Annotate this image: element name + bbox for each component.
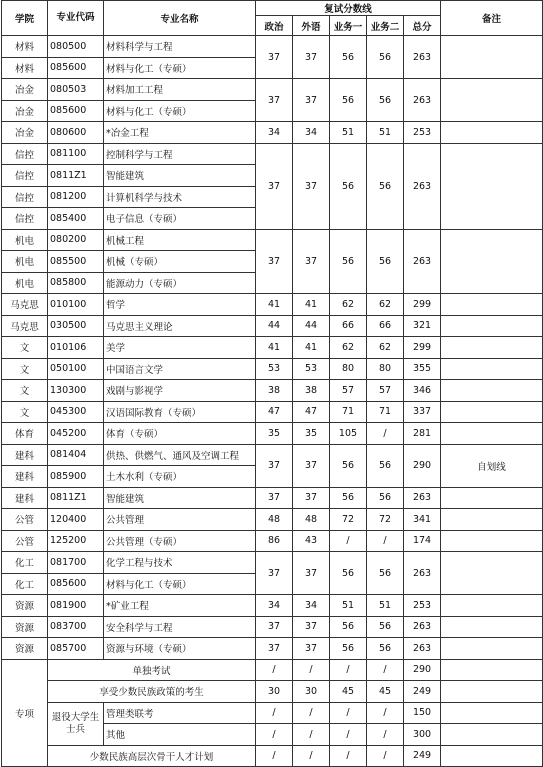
course2-score-cell: 66 bbox=[367, 315, 404, 337]
college-cell: 机电 bbox=[2, 251, 48, 273]
politics-score-cell: 34 bbox=[256, 122, 293, 144]
course2-score-cell: / bbox=[367, 530, 404, 552]
major-name-cell: 中国语言文学 bbox=[104, 358, 256, 380]
major-name-cell: 马克思主义理论 bbox=[104, 315, 256, 337]
course1-score-cell: 56 bbox=[330, 444, 367, 487]
total-score-cell: 253 bbox=[404, 595, 441, 617]
course2-score-cell: 56 bbox=[367, 552, 404, 595]
total-score-cell: 263 bbox=[404, 143, 441, 229]
major-name-cell: 美学 bbox=[104, 337, 256, 359]
special-name-cell: 享受少数民族政策的考生 bbox=[48, 681, 256, 703]
major-name-cell: 智能建筑 bbox=[104, 165, 256, 187]
politics-score-cell: 44 bbox=[256, 315, 293, 337]
table-row bbox=[2, 36, 543, 58]
major-code-cell: 080600 bbox=[48, 122, 104, 144]
course1-score-cell: 71 bbox=[330, 401, 367, 423]
table-row bbox=[2, 337, 543, 359]
course1-score-cell: 105 bbox=[330, 423, 367, 445]
course2-score-cell: / bbox=[367, 724, 404, 746]
total-score-cell: 263 bbox=[404, 638, 441, 660]
note-cell bbox=[441, 337, 543, 359]
politics-score-cell: 86 bbox=[256, 530, 293, 552]
college-cell: 文 bbox=[2, 380, 48, 402]
major-name-cell: 安全科学与工程 bbox=[104, 616, 256, 638]
note-cell bbox=[441, 315, 543, 337]
course1-score-cell: 56 bbox=[330, 616, 367, 638]
college-cell: 文 bbox=[2, 401, 48, 423]
major-name-cell: 供热、供燃气、通风及空调工程 bbox=[104, 444, 256, 466]
major-name-cell: 戏剧与影视学 bbox=[104, 380, 256, 402]
note-cell bbox=[441, 122, 543, 144]
major-code-cell: 125200 bbox=[48, 530, 104, 552]
major-code-cell: 045300 bbox=[48, 401, 104, 423]
major-code-cell: 080503 bbox=[48, 79, 104, 101]
note-cell bbox=[441, 530, 543, 552]
major-name-cell: 化学工程与技术 bbox=[104, 552, 256, 574]
foreign-score-cell: 37 bbox=[293, 552, 330, 595]
college-cell: 资源 bbox=[2, 638, 48, 660]
table-row bbox=[2, 143, 543, 165]
major-code-cell: 085600 bbox=[48, 100, 104, 122]
table-row bbox=[2, 509, 543, 531]
foreign-score-cell: 47 bbox=[293, 401, 330, 423]
course2-score-cell: 51 bbox=[367, 595, 404, 617]
course2-score-cell: 80 bbox=[367, 358, 404, 380]
politics-score-cell: 41 bbox=[256, 294, 293, 316]
major-code-cell: 120400 bbox=[48, 509, 104, 531]
college-cell: 公管 bbox=[2, 509, 48, 531]
table-row bbox=[2, 616, 543, 638]
note-cell bbox=[441, 681, 543, 703]
note-cell bbox=[441, 638, 543, 660]
foreign-score-cell: 34 bbox=[293, 122, 330, 144]
major-code-cell: 080500 bbox=[48, 36, 104, 58]
total-score-cell: 341 bbox=[404, 509, 441, 531]
total-score-cell: 281 bbox=[404, 423, 441, 445]
course2-score-cell: 51 bbox=[367, 122, 404, 144]
college-cell: 建科 bbox=[2, 466, 48, 488]
college-cell: 冶金 bbox=[2, 100, 48, 122]
politics-score-cell: 34 bbox=[256, 595, 293, 617]
major-name-cell: 材料加工工程 bbox=[104, 79, 256, 101]
foreign-score-cell: / bbox=[293, 659, 330, 681]
special-name-cell: 单独考试 bbox=[48, 659, 256, 681]
table-row bbox=[2, 552, 543, 574]
major-code-cell: 085800 bbox=[48, 272, 104, 294]
note-cell bbox=[441, 595, 543, 617]
total-score-cell: 337 bbox=[404, 401, 441, 423]
course1-score-cell: 56 bbox=[330, 552, 367, 595]
major-code-cell: 0811Z1 bbox=[48, 487, 104, 509]
special-name-cell: 其他 bbox=[104, 724, 256, 746]
header-course1: 业务一 bbox=[330, 16, 367, 36]
politics-score-cell: 37 bbox=[256, 616, 293, 638]
course2-score-cell: 56 bbox=[367, 229, 404, 294]
major-code-cell: 130300 bbox=[48, 380, 104, 402]
total-score-cell: 263 bbox=[404, 487, 441, 509]
note-cell bbox=[441, 79, 543, 122]
course2-score-cell: 56 bbox=[367, 487, 404, 509]
note-cell bbox=[441, 423, 543, 445]
note-cell bbox=[441, 702, 543, 724]
foreign-score-cell: / bbox=[293, 702, 330, 724]
major-name-cell: 机械工程 bbox=[104, 229, 256, 251]
course1-score-cell: 56 bbox=[330, 229, 367, 294]
course2-score-cell: / bbox=[367, 659, 404, 681]
header-note: 备注 bbox=[441, 1, 543, 36]
major-name-cell: 材料与化工（专硕） bbox=[104, 573, 256, 595]
major-name-cell: 公共管理 bbox=[104, 509, 256, 531]
college-cell: 化工 bbox=[2, 552, 48, 574]
header-major-name: 专业名称 bbox=[104, 1, 256, 36]
total-score-cell: 299 bbox=[404, 337, 441, 359]
college-cell: 马克思 bbox=[2, 315, 48, 337]
major-code-cell: 081100 bbox=[48, 143, 104, 165]
note-cell bbox=[441, 229, 543, 294]
major-code-cell: 010106 bbox=[48, 337, 104, 359]
foreign-score-cell: 37 bbox=[293, 229, 330, 294]
major-code-cell: 081404 bbox=[48, 444, 104, 466]
major-code-cell: 081700 bbox=[48, 552, 104, 574]
course1-score-cell: / bbox=[330, 702, 367, 724]
note-cell bbox=[441, 724, 543, 746]
table-row bbox=[2, 79, 543, 101]
major-name-cell: *矿业工程 bbox=[104, 595, 256, 617]
major-code-cell: 080200 bbox=[48, 229, 104, 251]
politics-score-cell: 37 bbox=[256, 79, 293, 122]
total-score-cell: 263 bbox=[404, 36, 441, 79]
major-code-cell: 085400 bbox=[48, 208, 104, 230]
total-score-cell: 290 bbox=[404, 444, 441, 487]
major-code-cell: 085500 bbox=[48, 251, 104, 273]
course1-score-cell: 80 bbox=[330, 358, 367, 380]
header-politics: 政治 bbox=[256, 16, 293, 36]
course1-score-cell: 51 bbox=[330, 595, 367, 617]
politics-score-cell: 37 bbox=[256, 552, 293, 595]
course1-score-cell: 57 bbox=[330, 380, 367, 402]
politics-score-cell: 37 bbox=[256, 487, 293, 509]
major-name-cell: 汉语国际教育（专硕） bbox=[104, 401, 256, 423]
politics-score-cell: 37 bbox=[256, 36, 293, 79]
course1-score-cell: 62 bbox=[330, 337, 367, 359]
politics-score-cell: 30 bbox=[256, 681, 293, 703]
course1-score-cell: / bbox=[330, 530, 367, 552]
politics-score-cell: 38 bbox=[256, 380, 293, 402]
course2-score-cell: 62 bbox=[367, 294, 404, 316]
politics-score-cell: / bbox=[256, 659, 293, 681]
special-name-cell: 管理类联考 bbox=[104, 702, 256, 724]
college-cell: 冶金 bbox=[2, 79, 48, 101]
course1-score-cell: 66 bbox=[330, 315, 367, 337]
major-name-cell: 材料科学与工程 bbox=[104, 36, 256, 58]
foreign-score-cell: / bbox=[293, 724, 330, 746]
total-score-cell: 263 bbox=[404, 79, 441, 122]
college-cell: 材料 bbox=[2, 36, 48, 58]
politics-score-cell: 53 bbox=[256, 358, 293, 380]
course2-score-cell: 71 bbox=[367, 401, 404, 423]
note-cell bbox=[441, 552, 543, 595]
major-name-cell: 土木水利（专硕） bbox=[104, 466, 256, 488]
foreign-score-cell: 44 bbox=[293, 315, 330, 337]
table-row bbox=[2, 444, 543, 466]
college-cell: 信控 bbox=[2, 186, 48, 208]
course2-score-cell: 56 bbox=[367, 616, 404, 638]
course1-score-cell: 56 bbox=[330, 79, 367, 122]
header-course2: 业务二 bbox=[367, 16, 404, 36]
politics-score-cell: / bbox=[256, 745, 293, 767]
note-cell bbox=[441, 36, 543, 79]
note-cell bbox=[441, 358, 543, 380]
course2-score-cell: 56 bbox=[367, 444, 404, 487]
foreign-score-cell: 43 bbox=[293, 530, 330, 552]
note-cell bbox=[441, 616, 543, 638]
major-code-cell: 030500 bbox=[48, 315, 104, 337]
total-score-cell: 174 bbox=[404, 530, 441, 552]
total-score-cell: 263 bbox=[404, 229, 441, 294]
foreign-score-cell: 37 bbox=[293, 638, 330, 660]
note-cell bbox=[441, 659, 543, 681]
table-row bbox=[2, 315, 543, 337]
total-score-cell: 263 bbox=[404, 552, 441, 595]
college-cell: 信控 bbox=[2, 165, 48, 187]
total-score-cell: 346 bbox=[404, 380, 441, 402]
foreign-score-cell: 37 bbox=[293, 143, 330, 229]
foreign-score-cell: 37 bbox=[293, 79, 330, 122]
header-score-group: 复试分数线 bbox=[256, 1, 441, 16]
course1-score-cell: 56 bbox=[330, 638, 367, 660]
table-row bbox=[2, 638, 543, 660]
major-code-cell: 085600 bbox=[48, 573, 104, 595]
course1-score-cell: 56 bbox=[330, 36, 367, 79]
politics-score-cell: 48 bbox=[256, 509, 293, 531]
politics-score-cell: 37 bbox=[256, 444, 293, 487]
major-name-cell: 电子信息（专硕） bbox=[104, 208, 256, 230]
major-code-cell: 0811Z1 bbox=[48, 165, 104, 187]
college-cell: 公管 bbox=[2, 530, 48, 552]
foreign-score-cell: 37 bbox=[293, 444, 330, 487]
course2-score-cell: 56 bbox=[367, 638, 404, 660]
course1-score-cell: / bbox=[330, 724, 367, 746]
politics-score-cell: / bbox=[256, 702, 293, 724]
header-college: 学院 bbox=[2, 1, 48, 36]
total-score-cell: 249 bbox=[404, 681, 441, 703]
major-name-cell: 智能建筑 bbox=[104, 487, 256, 509]
note-cell bbox=[441, 143, 543, 229]
foreign-score-cell: 34 bbox=[293, 595, 330, 617]
college-cell: 信控 bbox=[2, 208, 48, 230]
foreign-score-cell: / bbox=[293, 745, 330, 767]
table-row bbox=[2, 401, 543, 423]
politics-score-cell: 41 bbox=[256, 337, 293, 359]
college-cell: 信控 bbox=[2, 143, 48, 165]
major-name-cell: 能源动力（专硕） bbox=[104, 272, 256, 294]
major-name-cell: *冶金工程 bbox=[104, 122, 256, 144]
major-code-cell: 081900 bbox=[48, 595, 104, 617]
college-cell: 马克思 bbox=[2, 294, 48, 316]
college-cell: 机电 bbox=[2, 229, 48, 251]
course1-score-cell: 72 bbox=[330, 509, 367, 531]
course2-score-cell: 56 bbox=[367, 143, 404, 229]
table-row bbox=[2, 595, 543, 617]
college-cell: 建科 bbox=[2, 444, 48, 466]
politics-score-cell: 37 bbox=[256, 229, 293, 294]
college-cell: 化工 bbox=[2, 573, 48, 595]
note-cell bbox=[441, 745, 543, 767]
major-code-cell: 081200 bbox=[48, 186, 104, 208]
course1-score-cell: 51 bbox=[330, 122, 367, 144]
course2-score-cell: 57 bbox=[367, 380, 404, 402]
foreign-score-cell: 48 bbox=[293, 509, 330, 531]
college-cell: 文 bbox=[2, 337, 48, 359]
header-foreign: 外语 bbox=[293, 16, 330, 36]
veteran-label: 退役大学生士兵 bbox=[48, 702, 104, 745]
total-score-cell: 299 bbox=[404, 294, 441, 316]
major-name-cell: 公共管理（专硕） bbox=[104, 530, 256, 552]
course2-score-cell: 62 bbox=[367, 337, 404, 359]
major-code-cell: 010100 bbox=[48, 294, 104, 316]
table-row bbox=[2, 229, 543, 251]
foreign-score-cell: 37 bbox=[293, 36, 330, 79]
total-score-cell: 355 bbox=[404, 358, 441, 380]
major-code-cell: 085900 bbox=[48, 466, 104, 488]
politics-score-cell: 37 bbox=[256, 143, 293, 229]
table-body bbox=[2, 36, 543, 767]
special-label: 专项 bbox=[2, 659, 48, 767]
header-major-code: 专业代码 bbox=[48, 1, 104, 36]
table-row bbox=[2, 487, 543, 509]
course1-score-cell: / bbox=[330, 745, 367, 767]
foreign-score-cell: 53 bbox=[293, 358, 330, 380]
course1-score-cell: 62 bbox=[330, 294, 367, 316]
college-cell: 文 bbox=[2, 358, 48, 380]
course2-score-cell: 72 bbox=[367, 509, 404, 531]
table-row bbox=[2, 530, 543, 552]
note-cell bbox=[441, 380, 543, 402]
major-name-cell: 资源与环境（专硕） bbox=[104, 638, 256, 660]
foreign-score-cell: 41 bbox=[293, 337, 330, 359]
major-code-cell: 050100 bbox=[48, 358, 104, 380]
college-cell: 建科 bbox=[2, 487, 48, 509]
note-cell bbox=[441, 487, 543, 509]
course2-score-cell: / bbox=[367, 745, 404, 767]
politics-score-cell: 37 bbox=[256, 638, 293, 660]
college-cell: 冶金 bbox=[2, 122, 48, 144]
total-score-cell: 321 bbox=[404, 315, 441, 337]
table-row bbox=[2, 358, 543, 380]
score-table bbox=[1, 0, 543, 767]
course1-score-cell: 56 bbox=[330, 487, 367, 509]
college-cell: 资源 bbox=[2, 595, 48, 617]
major-code-cell: 085700 bbox=[48, 638, 104, 660]
total-score-cell: 150 bbox=[404, 702, 441, 724]
major-name-cell: 材料与化工（专硕） bbox=[104, 57, 256, 79]
course1-score-cell: / bbox=[330, 659, 367, 681]
table-row bbox=[2, 294, 543, 316]
course2-score-cell: 56 bbox=[367, 79, 404, 122]
major-code-cell: 085600 bbox=[48, 57, 104, 79]
foreign-score-cell: 35 bbox=[293, 423, 330, 445]
special-name-cell: 少数民族高层次骨干人才计划 bbox=[48, 745, 256, 767]
college-cell: 资源 bbox=[2, 616, 48, 638]
course2-score-cell: 56 bbox=[367, 36, 404, 79]
major-name-cell: 控制科学与工程 bbox=[104, 143, 256, 165]
table-row bbox=[2, 380, 543, 402]
politics-score-cell: 47 bbox=[256, 401, 293, 423]
foreign-score-cell: 30 bbox=[293, 681, 330, 703]
major-name-cell: 体育（专硕） bbox=[104, 423, 256, 445]
major-code-cell: 045200 bbox=[48, 423, 104, 445]
foreign-score-cell: 41 bbox=[293, 294, 330, 316]
major-name-cell: 机械（专硕） bbox=[104, 251, 256, 273]
course2-score-cell: 45 bbox=[367, 681, 404, 703]
note-cell bbox=[441, 401, 543, 423]
major-name-cell: 计算机科学与技术 bbox=[104, 186, 256, 208]
major-code-cell: 083700 bbox=[48, 616, 104, 638]
foreign-score-cell: 37 bbox=[293, 487, 330, 509]
major-name-cell: 哲学 bbox=[104, 294, 256, 316]
table-row bbox=[2, 122, 543, 144]
total-score-cell: 253 bbox=[404, 122, 441, 144]
major-name-cell: 材料与化工（专硕） bbox=[104, 100, 256, 122]
college-cell: 材料 bbox=[2, 57, 48, 79]
college-cell: 体育 bbox=[2, 423, 48, 445]
course1-score-cell: 56 bbox=[330, 143, 367, 229]
special-row bbox=[2, 745, 543, 767]
total-score-cell: 290 bbox=[404, 659, 441, 681]
politics-score-cell: 35 bbox=[256, 423, 293, 445]
note-cell: 自划线 bbox=[441, 444, 543, 487]
header-total: 总分 bbox=[404, 16, 441, 36]
foreign-score-cell: 37 bbox=[293, 616, 330, 638]
special-row bbox=[2, 681, 543, 703]
note-cell bbox=[441, 509, 543, 531]
course2-score-cell: / bbox=[367, 702, 404, 724]
total-score-cell: 263 bbox=[404, 616, 441, 638]
special-row bbox=[2, 702, 543, 724]
table-row bbox=[2, 423, 543, 445]
note-cell bbox=[441, 294, 543, 316]
college-cell: 机电 bbox=[2, 272, 48, 294]
total-score-cell: 300 bbox=[404, 724, 441, 746]
special-row bbox=[2, 659, 543, 681]
total-score-cell: 249 bbox=[404, 745, 441, 767]
course1-score-cell: 45 bbox=[330, 681, 367, 703]
foreign-score-cell: 38 bbox=[293, 380, 330, 402]
course2-score-cell: / bbox=[367, 423, 404, 445]
politics-score-cell: / bbox=[256, 724, 293, 746]
